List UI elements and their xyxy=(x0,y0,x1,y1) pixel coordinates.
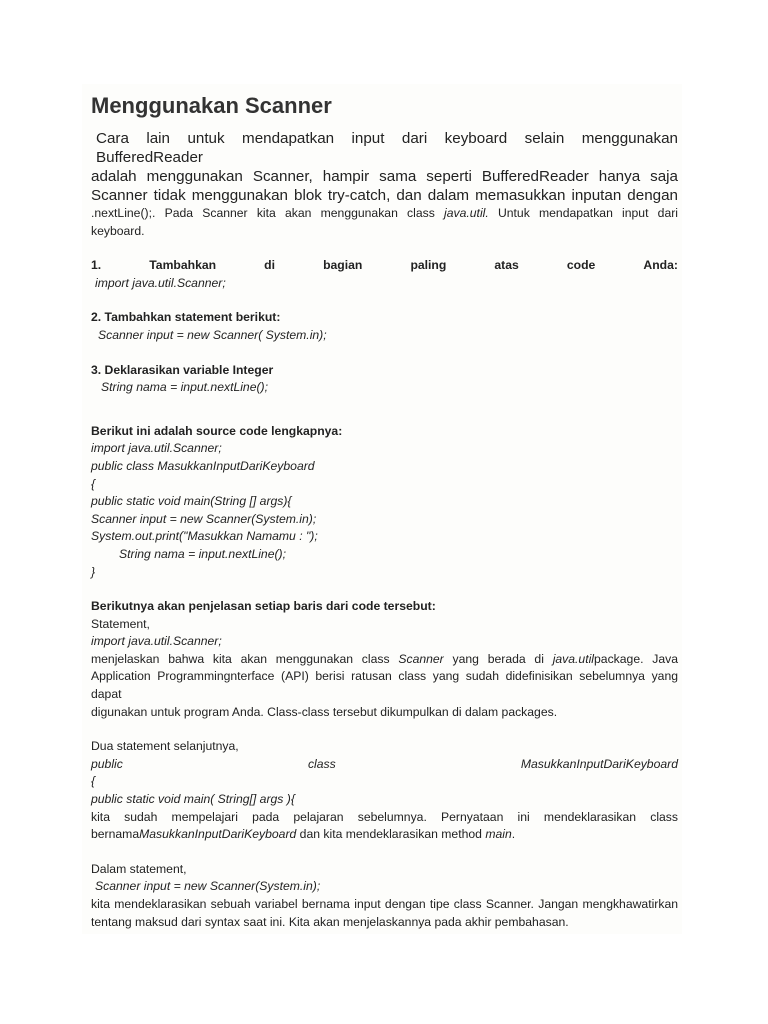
explanation-text-italic: java.util xyxy=(552,651,595,666)
explanation-line: kita mendeklarasikan sebuah variabel bernama input dengan tipe class Scanner. Jangan mengkhawatirkan xyxy=(91,897,678,911)
explanation-line: kita sudah mempelajari pada pelajaran sebelumnya. Pernyataan ini mendeklarasikan class xyxy=(91,809,678,824)
page-title: Menggunakan Scanner xyxy=(91,93,332,118)
step-1-code: import java.util.Scanner; xyxy=(95,275,226,290)
explanation-section xyxy=(91,598,678,931)
intro-paragraph xyxy=(91,129,678,205)
intro-line: adalah menggunakan Scanner, hampir sama seperti BufferedReader hanya saja xyxy=(91,168,678,185)
statement-label: Statement, xyxy=(91,616,150,631)
step-1-word: di xyxy=(264,258,275,273)
step-3 xyxy=(91,362,678,397)
source-code-line: public static void main(String [] args){ xyxy=(91,494,292,509)
intro-text: Pada Scanner kita akan menggunakan class xyxy=(164,206,435,220)
explanation-text-italic: MasukkanInputDariKeyboard xyxy=(139,827,297,842)
explanation-text: package. Java xyxy=(594,651,678,666)
explanation-line xyxy=(91,651,678,669)
source-code-line: Scanner input = new Scanner(System.in); xyxy=(91,511,317,526)
source-code-heading: Berikut ini adalah source code lengkapnya: xyxy=(91,423,343,438)
step-1 xyxy=(91,257,678,292)
source-code-line: public class MasukkanInputDariKeyboard xyxy=(91,458,315,473)
explanation-code: Scanner input = new Scanner(System.in); xyxy=(95,879,321,894)
source-code-section xyxy=(91,423,678,581)
explanation-line xyxy=(91,826,678,844)
explanation-text: dan kita mendeklarasikan method xyxy=(299,827,482,842)
intro-text-italic: java.util. xyxy=(444,206,489,220)
step-3-code: String nama = input.nextLine(); xyxy=(101,380,268,395)
step-1-heading xyxy=(91,257,678,275)
explanation-code: public static void main( String[] args ){ xyxy=(91,792,295,807)
step-2-heading: 2. Tambahkan statement berikut: xyxy=(91,310,281,325)
explanation-text: bernama xyxy=(91,827,140,842)
explanation-text: menjelaskan bahwa kita akan menggunakan class xyxy=(91,651,390,666)
source-code-line: String nama = input.nextLine(); xyxy=(119,546,286,561)
explanation-line: digunakan untuk program Anda. Class-class tersebut dikumpulkan di dalam packages. xyxy=(91,704,558,719)
step-2 xyxy=(91,309,678,344)
source-code-line: import java.util.Scanner; xyxy=(91,441,222,456)
explanation-line: dapat xyxy=(91,687,122,702)
step-1-word: Anda: xyxy=(643,258,678,273)
explanation-heading: Berikutnya akan penjelasan setiap baris dari code tersebut: xyxy=(91,599,436,614)
intro-line: keyboard. xyxy=(91,223,145,238)
explanation-line: tentang maksud dari syntax saat ini. Kita akan menjelaskannya pada akhir pembahasan. xyxy=(91,914,569,929)
code-word: public xyxy=(91,756,123,771)
source-code-line: { xyxy=(91,476,96,491)
intro-line: Cara lain untuk mendapatkan input dari keyboard selain menggunakan BufferedReader xyxy=(96,130,678,166)
dalam-statement-label: Dalam statement, xyxy=(91,861,187,876)
explanation-text-italic: Scanner xyxy=(398,651,444,666)
step-1-word: Tambahkan xyxy=(149,258,217,273)
intro-text: .nextLine();. xyxy=(91,206,156,220)
explanation-text: . xyxy=(511,827,516,842)
source-code-line: System.out.print("Masukkan Namamu : "); xyxy=(91,529,318,544)
explanation-code: { xyxy=(91,774,96,789)
step-1-word: paling xyxy=(410,258,447,273)
document-content xyxy=(91,92,678,931)
explanation-line: Application Programmingnterface (API) berisi ratusan class yang sudah didefinisikan sebelumnya yang xyxy=(91,669,678,684)
step-1-word: 1. xyxy=(91,258,102,273)
dua-statement-label: Dua statement selanjutnya, xyxy=(91,739,239,754)
explanation-text: yang berada di xyxy=(452,651,544,666)
code-word: class xyxy=(307,756,336,771)
code-word: MasukkanInputDariKeyboard xyxy=(520,756,678,771)
intro-line: Scanner tidak menggunakan blok try-catch, dan dalam memasukkan inputan dengan xyxy=(91,187,678,204)
step-2-code: Scanner input = new Scanner( System.in); xyxy=(98,327,327,342)
source-code-line: } xyxy=(91,564,96,579)
explanation-code: import java.util.Scanner; xyxy=(91,634,222,649)
intro-continuation xyxy=(91,205,678,240)
explanation-text-italic: main xyxy=(485,827,512,842)
step-1-word: atas xyxy=(494,258,519,273)
explanation-code-line xyxy=(91,756,678,774)
step-1-word: bagian xyxy=(323,258,363,273)
step-3-heading: 3. Deklarasikan variable Integer xyxy=(91,362,274,377)
step-1-word: code xyxy=(566,258,596,273)
intro-text: Untuk mendapatkan input dari xyxy=(497,206,678,220)
intro-line xyxy=(91,205,678,223)
